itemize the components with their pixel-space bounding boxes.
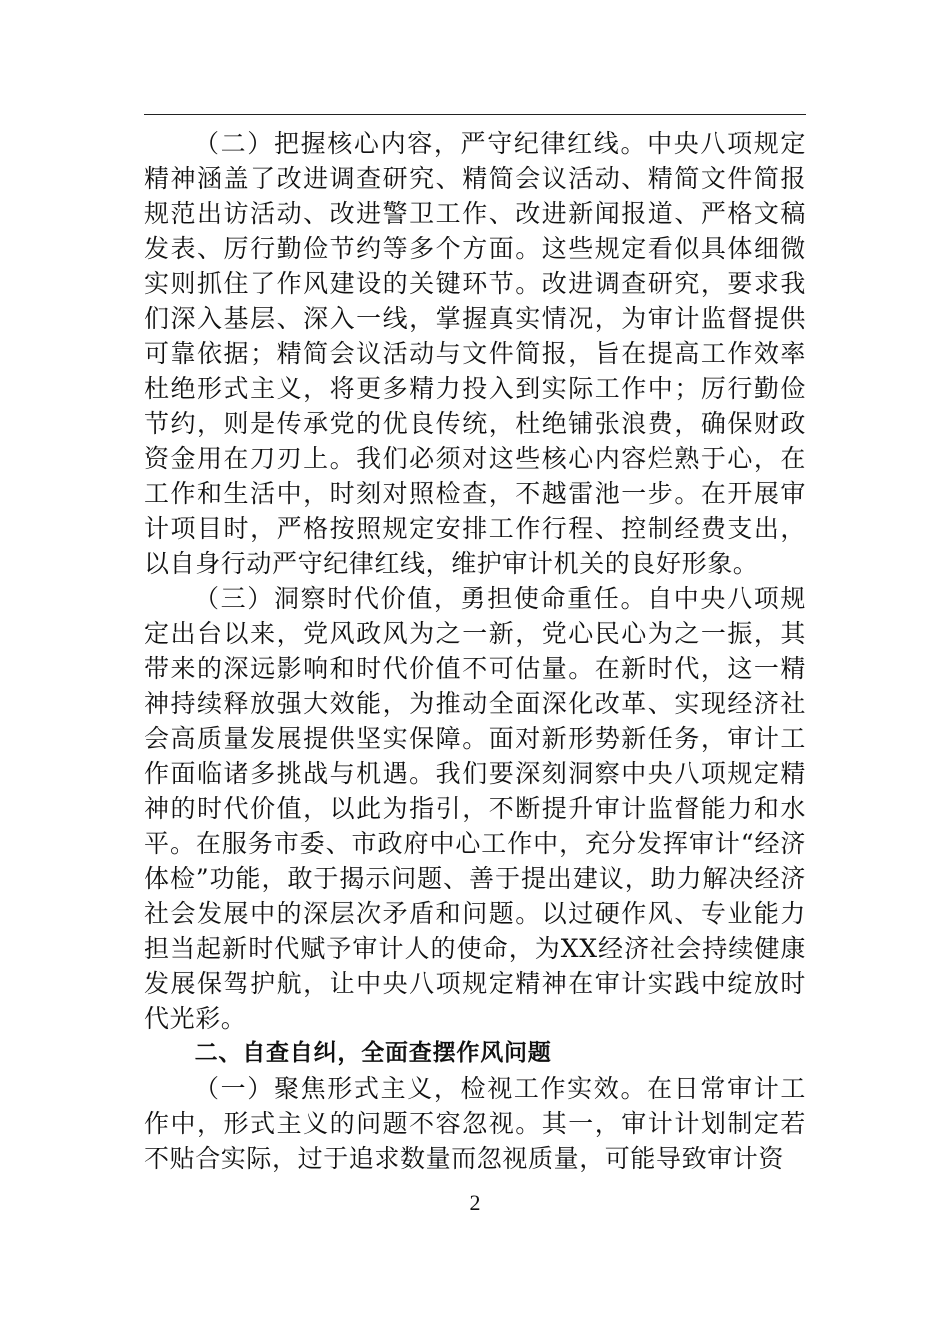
paragraph-section-1-2: （二）把握核心内容，严守纪律红线。中央八项规定精神涵盖了改进调查研究、精简会议活动、精简文件简报规范出访活动、改进警卫工作、改进新闻报道、严格文稿发表、厉行勤俭节约等多个方面。这些规定看似具体细微实则抓住了作风建设的关键环节。改进调查研究，要求我们深入基层、深入一线，掌握真实情况，为审计监督提供可靠依据；精简会议活动与文件简报，旨在提高工作效率杜绝形式主义，将更多精力投入到实际工作中；厉行勤俭节约，则是传承党的优良传统，杜绝铺张浪费，确保财政资金用在刀刃上。我们必须对这些核心内容烂熟于心，在工作和生活中，时刻对照检查，不越雷池一步。在开展审计项目时，严格按照规定安排工作行程、控制经费支出，以自身行动严守纪律红线，维护审计机关的良好形象。 (144, 129, 806, 578)
section-heading-2: 二、自查自纠，全面查摆作风问题 (194, 1040, 552, 1066)
paragraph-section-2-1: （一）聚焦形式主义，检视工作实效。在日常审计工作中，形式主义的问题不容忽视。其一，审计计划制定若不贴合实际，过于追求数量而忽视质量，可能导致审计资 (144, 1074, 806, 1173)
paragraph-section-1-3: （三）洞察时代价值，勇担使命重任。自中央八项规定出台以来，党风政风为之一新，党心民心为之一振，其带来的深远影响和时代价值不可估量。在新时代，这一精神持续释放强大效能，为推动全面深化改革、实现经济社会高质量发展提供坚实保障。面对新形势新任务，审计工作面临诸多挑战与机遇。我们要深刻洞察中央八项规定精神的时代价值，以此为指引，不断提升审计监督能力和水平。在服务市委、市政府中心工作中，充分发挥审计“经济体检”功能，敢于揭示问题、善于提出建议，助力解决经济社会发展中的深层次矛盾和问题。以过硬作风、专业能力担当起新时代赋予审计人的使命，为XX经济社会持续健康发展保驾护航，让中央八项规定精神在审计实践中绽放时代光彩。 (144, 584, 806, 1033)
page-number: 2 (469, 1190, 481, 1215)
header-rule (144, 114, 806, 115)
document-body (144, 126, 806, 1176)
